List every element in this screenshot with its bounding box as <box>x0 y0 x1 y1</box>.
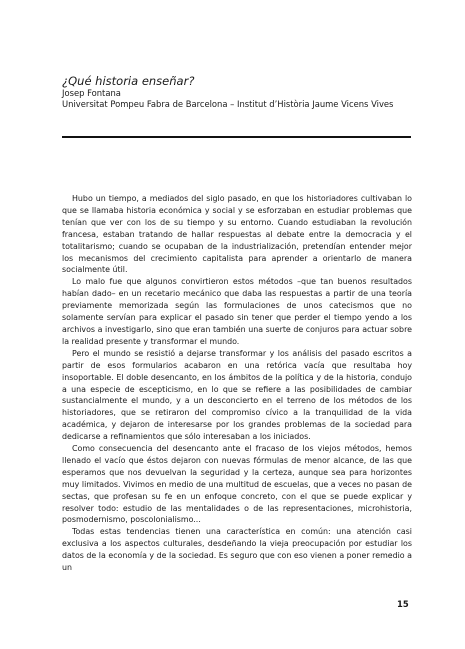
body-paragraph-1: Hubo un tiempo, a mediados del siglo pasado, en que los historiadores cultivaban lo que se llamaba historia económica y social y se esforzaban en estudiar problemas que tenían que ver con los de su tiempo y su entorno. Cuando estudiaban la revolución francesa, estaban tratando de hallar respuestas al debate entre la democracia y el totalitarismo; cuando se ocupaban de la industrialización, pretendían entender mejor los mecanismos del crecimiento capitalista para aprender a orientarlo de manera socialmente útil. <box>62 194 412 275</box>
header-divider <box>62 136 411 138</box>
body-paragraph-5: Todas estas tendencias tienen una característica en común: una atención casi exclusiva a los aspectos culturales, desdeñando la vieja preocupación por estudiar los datos de la economía y de la sociedad. Es seguro que con eso vienen a poner remedio a un <box>62 527 412 573</box>
article-header <box>62 74 422 110</box>
body-paragraph-3: Pero el mundo se resistió a dejarse transformar y los análisis del pasado escritos a partir de esos formularios acabaron en una retórica vacía que resultaba hoy insoportable. El doble desencanto, en los ámbitos de la política y de la historia, condujo a una especie de escepticismo, en lo que se refiere a las posibilidades de cambiar sustancialmente el mundo, y a un desconcierto en el terreno de los métodos de los historiadores, que se retiraron del compromiso cívico a la tranquilidad de la vida académica, y dejaron de interesarse por los grandes problemas de la sociedad para dedicarse a refinamientos que sólo interesaban a los iniciados. <box>62 348 412 442</box>
author-name: Josep Fontana <box>62 88 121 98</box>
article-title: ¿Qué historia enseñar? <box>62 74 195 88</box>
body-paragraph-2: Lo malo fue que algunos convirtieron estos métodos –que tan buenos resultados habían dado– en un recetario mecánico que daba las respuestas a partir de una teoría previamente memorizada según las formulaciones de unos catecismos que no solamente servían para explicar el pasado sin tener que perder el tiempo yendo a los archivos a investigarlo, sino que eran también una suerte de conjuros para actuar sobre la realidad presente y transformar el mundo. <box>62 277 412 346</box>
page-number: 15 <box>397 599 409 609</box>
article-body <box>62 193 412 574</box>
author-affiliation: Universitat Pompeu Fabra de Barcelona – Institut d’Història Jaume Vicens Vives <box>62 99 394 109</box>
body-paragraph-4: Como consecuencia del desencanto ante el fracaso de los viejos métodos, hemos llenado el vacío que éstos dejaron con nuevas fórmulas de menor alcance, de las que esperamos que nos devuelvan la seguridad y la certeza, aunque sea para horizontes muy limitados. Vivimos en medio de una multitud de escuelas, que a veces no pasan de sectas, que profesan su fe en un enfoque concreto, con el que se puede explicar y resolver todo: estudio de las mentalidades o de las representaciones, microhistoria, posmodernismo, poscolonialismo... <box>62 444 412 525</box>
